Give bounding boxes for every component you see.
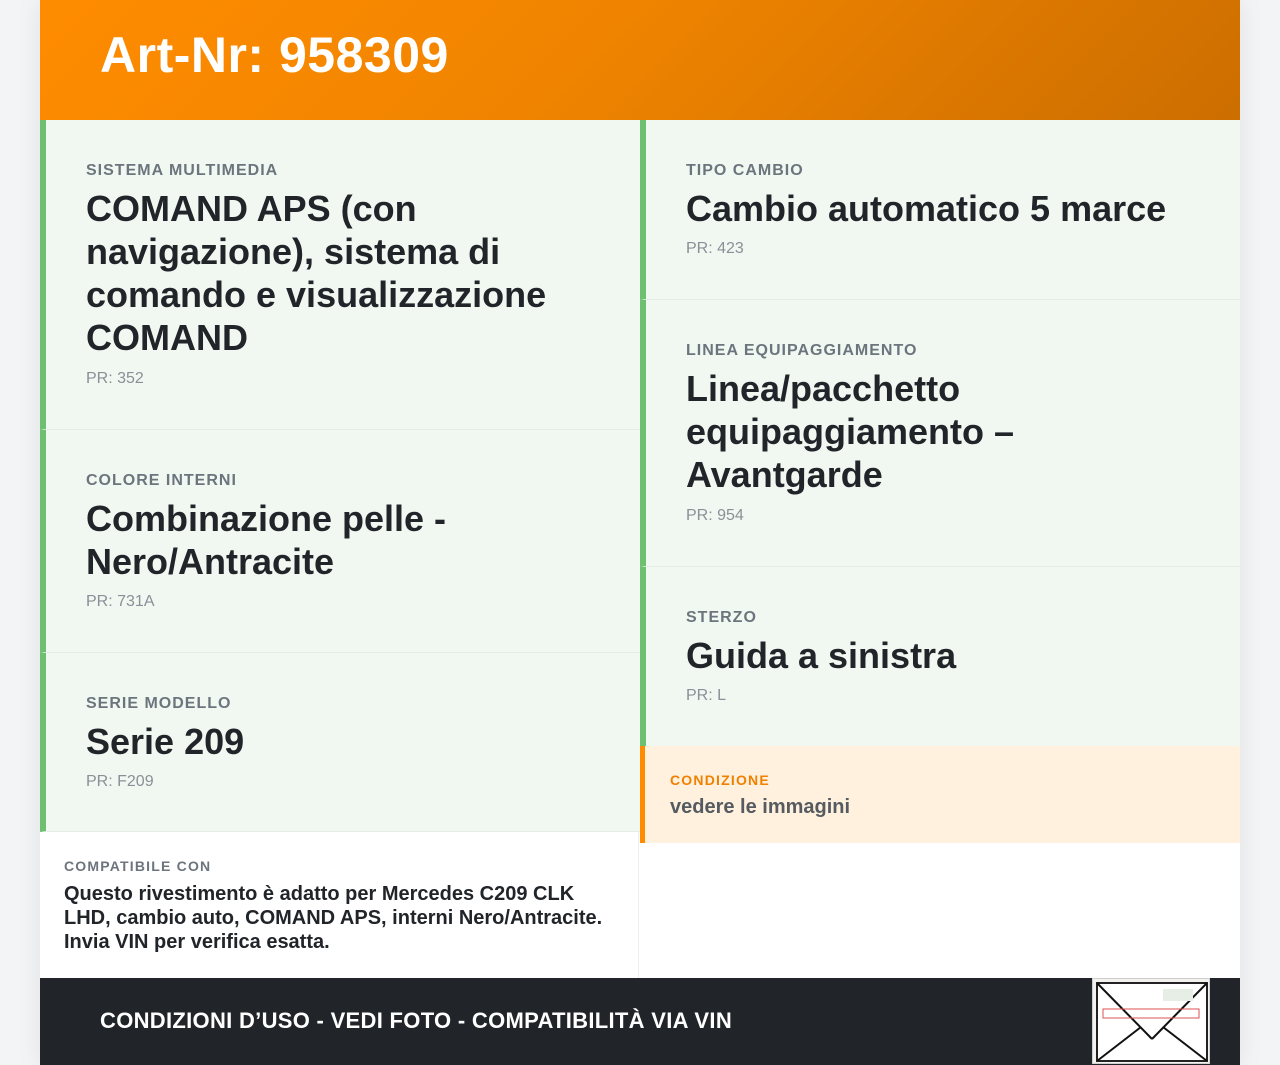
card-value: Serie 209: [86, 721, 245, 762]
condition-text: vedere le immagini: [670, 796, 851, 818]
header-banner: [40, 0, 1240, 120]
footer-text: CONDIZIONI D’USO - VEDI FOTO - COMPATIBILITÀ VIA VIN: [100, 1008, 733, 1033]
product-sheet: [40, 0, 1240, 1065]
card-sterzo: [640, 567, 1240, 747]
card-label: SERIE MODELLO: [86, 695, 232, 712]
card-value: Guida a sinistra: [686, 635, 957, 676]
card-pr-code: PR: L: [686, 687, 727, 704]
card-sistema-multimedia: [40, 120, 640, 430]
card-pr-code: PR: 423: [686, 240, 744, 257]
compatibility-box: [40, 832, 639, 978]
card-colore-interni: [40, 430, 640, 653]
card-value: Cambio automatico 5 marce: [686, 188, 1167, 229]
card-label: LINEA EQUIPAGGIAMENTO: [686, 342, 918, 359]
footer-bar: [40, 978, 1240, 1065]
product-photo-thumbnail[interactable]: [1092, 978, 1210, 1064]
condition-label: CONDIZIONE: [670, 772, 770, 788]
card-pr-code: PR: 352: [86, 370, 144, 387]
envelope-icon: [1093, 979, 1210, 1064]
card-serie-modello: [40, 653, 640, 832]
card-label: STERZO: [686, 609, 757, 626]
card-label: SISTEMA MULTIMEDIA: [86, 162, 279, 179]
card-tipo-cambio: [640, 120, 1240, 300]
card-linea-equipaggiamento: [640, 300, 1240, 567]
card-label: COLORE INTERNI: [86, 472, 237, 489]
card-pr-code: PR: 731A: [86, 593, 155, 610]
compatibility-label: COMPATIBILE CON: [64, 858, 212, 874]
card-pr-code: PR: F209: [86, 773, 154, 790]
condition-box: [640, 746, 1240, 843]
article-number-title: Art-Nr: 958309: [100, 27, 449, 83]
card-pr-code: PR: 954: [686, 507, 744, 524]
compatibility-text: Questo rivestimento è adatto per Mercedes C209 CLK LHD, cambio auto, COMAND APS, interni Nero/Antracite. Invia VIN per verifica esatta.: [64, 883, 603, 953]
card-value: Combinazione pelle - Nero/Antracite: [86, 498, 447, 582]
card-label: TIPO CAMBIO: [686, 162, 804, 179]
card-value: COMAND APS (con navigazione), sistema di comando e visualizzazione COMAND: [86, 188, 547, 358]
card-value: Linea/pacchetto equipaggiamento – Avantgarde: [686, 368, 1015, 495]
